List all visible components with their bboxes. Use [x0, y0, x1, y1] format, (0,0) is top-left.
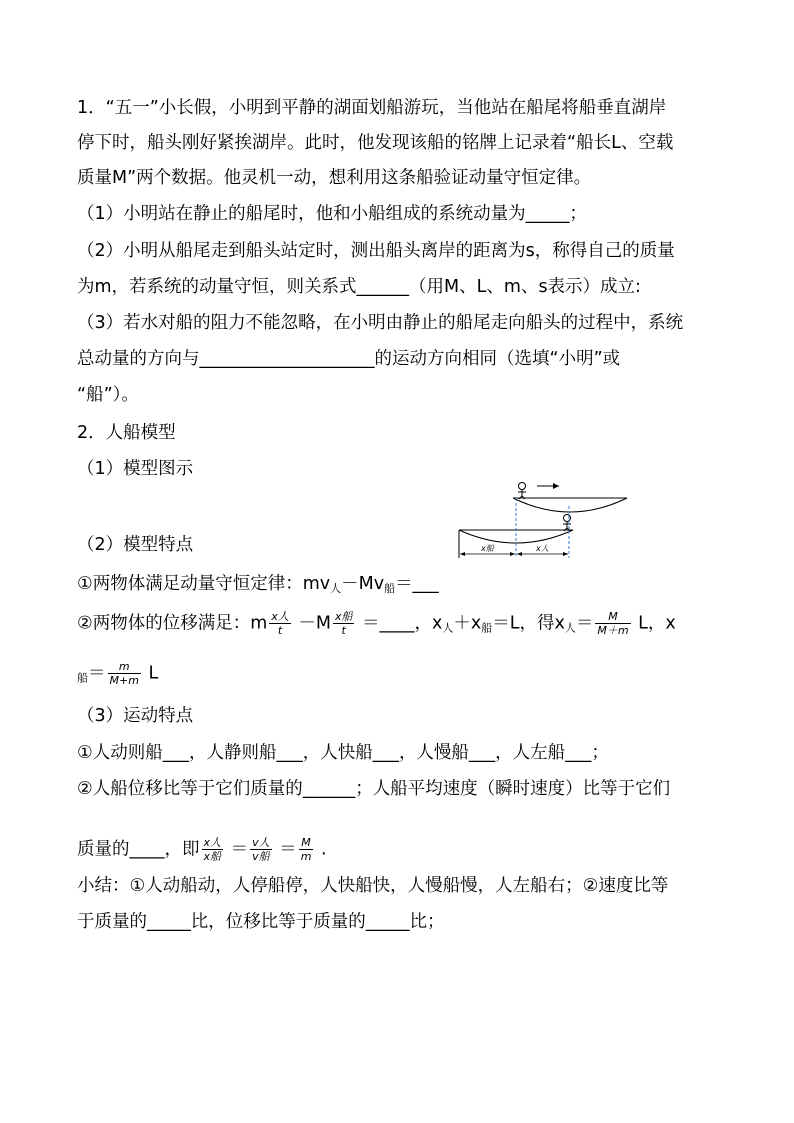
point2-text-f: ＝: [575, 613, 594, 634]
problem1-line1: 1．“五一”小长假，小明到平静的湖面划船游玩，当他站在船尾将船垂直湖岸: [77, 98, 667, 118]
boat-bottom: [459, 530, 573, 543]
motion3-end: .: [315, 839, 327, 860]
point2-text-b: －M: [292, 613, 331, 634]
motion-line1: ①人动则船___，人静则船___，人快船___，人慢船___，人左船___；: [77, 743, 609, 763]
problem1-question3b: 总动量的方向与____________________的运动方向相同（选填“小明”或: [77, 349, 621, 369]
fraction-xboat-t: [333, 610, 355, 637]
point3-sub-boat: 船: [77, 671, 88, 685]
point1-sub-boat: 船: [384, 582, 396, 595]
problem1-question2a: （2）小明从船尾走到船头站定时，测出船头离岸的距离为s，称得自己的质量: [77, 241, 675, 261]
frac-num: M: [299, 836, 314, 850]
fraction-v-ratio: [250, 836, 272, 863]
problem1-question3a: （3）若水对船的阻力不能忽略，在小明由静止的船尾走向船头的过程中，系统: [77, 313, 684, 333]
point2-sub1: 人: [442, 621, 454, 635]
section2-sub3: （3）运动特点: [77, 706, 194, 726]
motion-line2: ②人船位移比等于它们质量的______；人船平均速度（瞬时速度）比等于它们: [77, 779, 671, 799]
frac-den: M＋m: [597, 624, 629, 637]
problem1-question2b: 为m，若系统的动量守恒，则关系式______（用M、L、m、s表示）成立:: [77, 277, 641, 297]
point3-xboat-line: [77, 660, 158, 691]
label-xboat: x船: [481, 544, 494, 553]
fraction-M-over-Mm: [595, 610, 630, 637]
point3-text-b: L: [142, 663, 159, 684]
point1-text-b: －Mv: [341, 574, 385, 594]
point2-text-c: ＝____，x: [356, 613, 443, 634]
motion-line3: [77, 836, 327, 863]
frac-den: x船: [203, 850, 222, 863]
frac-num: x人: [203, 836, 222, 849]
point2-displacement-line: [77, 610, 676, 641]
frac-num: m: [108, 660, 141, 674]
motion3-eq1: ＝: [225, 839, 249, 860]
point2-sub3: 人: [564, 621, 576, 635]
boat-top: [513, 498, 627, 512]
problem1-question3c: “船”）。: [77, 385, 139, 405]
frac-den: v船: [252, 850, 270, 863]
section2-title: 2．人船模型: [77, 423, 176, 443]
frac-den: t: [277, 624, 283, 637]
point2-text-e: ＝L，得x: [492, 613, 565, 634]
person-top-icon: [518, 483, 526, 500]
point3-text-a: ＝: [88, 663, 106, 684]
problem1-line3: 质量M”两个数据。他灵机一动，想利用这条船验证动量守恒定律。: [77, 168, 592, 188]
arrow-right-icon: [537, 483, 559, 489]
summary-line2: 于质量的_____比，位移比等于质量的_____比；: [77, 912, 445, 932]
motion3-eq2: ＝: [273, 839, 297, 860]
section2-sub1: （1）模型图示: [77, 459, 194, 479]
point2-sub2: 船: [481, 621, 493, 635]
section2-sub2: （2）模型特点: [77, 535, 194, 555]
problem1-line2: 停下时，船头刚好紧挨湖岸。此时，他发现该船的铭牌上记录着“船长L、空载: [77, 133, 674, 153]
point1-text-a: ①两物体满足动量守恒定律：mv: [77, 574, 331, 594]
person-boat-diagram: [455, 478, 635, 560]
fraction-x-ratio: [202, 836, 224, 863]
motion3-text-a: 质量的____，即: [77, 839, 200, 860]
point2-text-a: ②两物体的位移满足：m: [77, 613, 268, 634]
frac-num: M: [595, 610, 630, 624]
point1-momentum-line: [77, 572, 439, 601]
frac-num: v人: [252, 836, 270, 849]
frac-den: M+m: [109, 674, 139, 687]
frac-num: x人: [271, 610, 289, 623]
point2-text-d: ＋x: [453, 613, 482, 634]
frac-num: x船: [334, 610, 353, 623]
problem1-question1: （1）小明站在静止的船尾时，他和小船组成的系统动量为_____；: [77, 204, 587, 224]
point1-text-c: ＝___: [395, 574, 439, 594]
fraction-xperson-t: [269, 610, 291, 637]
frac-den: m: [300, 850, 312, 863]
person-bottom-icon: [563, 515, 571, 532]
point1-sub-person: 人: [330, 582, 342, 595]
fraction-m-over-Mm: [108, 660, 141, 687]
label-xperson: x人: [536, 544, 549, 553]
frac-den: t: [341, 624, 346, 637]
summary-line1: 小结：①人动船动，人停船停，人快船快，人慢船慢，人左船右；②速度比等: [77, 876, 669, 896]
fraction-M-over-m: [299, 836, 314, 863]
point2-text-g: L，x: [632, 613, 676, 634]
